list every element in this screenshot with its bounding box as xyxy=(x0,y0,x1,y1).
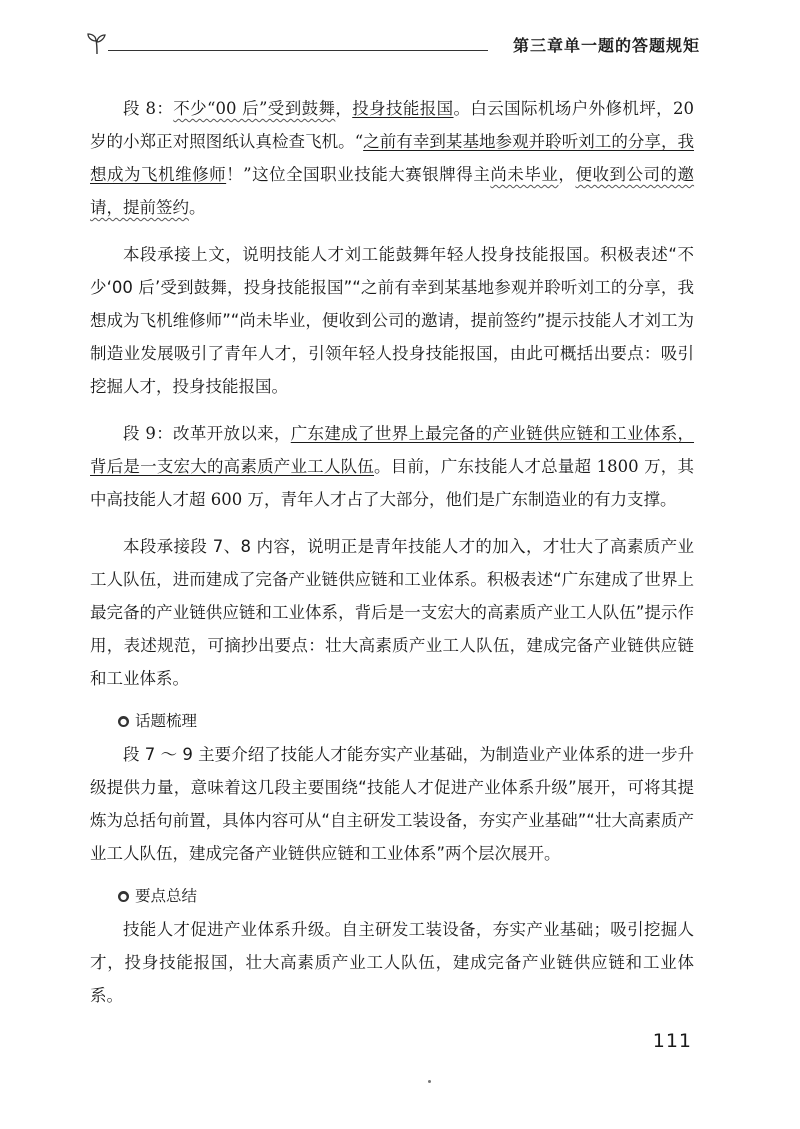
annotated-phrase: 尚未毕业 xyxy=(490,165,559,184)
page-body xyxy=(90,92,694,1012)
bullet-icon: ● xyxy=(118,716,129,727)
summary-paragraph: 技能人才促进产业体系升级。自主研发工装设备，夯实产业基础；吸引挖掘人才，投身技能报国，壮大高素质产业工人队伍，建成完备产业链供应链和工业体系。 xyxy=(90,920,694,1005)
sprout-icon xyxy=(84,30,110,56)
analysis-paragraph: 本段承接上文，说明技能人才刘工能鼓舞年轻人投身技能报国。积极表述“不少‘00 后’受到鼓舞，投身技能报国”“之前有幸到某基地参观并聆听刘工的分享，我想成为飞机维修师”“尚未毕业，便收到公司的邀请，提前签约”提示技能人才刘工为制造业发展吸引了青年人才，引领年轻人投身技能报国，由此可概括出要点：吸引挖掘人才，投身技能报国。 xyxy=(90,245,694,396)
page-header xyxy=(84,28,700,62)
analysis-paragraph: 本段承接段 7、8 内容，说明正是青年技能人才的加入，才壮大了高素质产业工人队伍，进而建成了完备产业链供应链和工业体系。积极表述“广东建成了世界上最完备的产业链供应链和工业体系，背后是一支宏大的高素质产业工人队伍”提示作用，表述规范，可摘抄出要点：壮大高素质产业工人队伍，建成完备产业链供应链和工业体系。 xyxy=(90,537,694,688)
scan-speck xyxy=(428,1080,431,1083)
header-rule xyxy=(108,50,488,51)
chapter-label: 第三章 xyxy=(512,36,564,55)
annotated-phrase: 之前有幸到某基地参观并聆听刘工的分享，我想成为飞机维修师 xyxy=(90,132,695,184)
annotated-phrase: 便收到公司的邀请，提前签约 xyxy=(90,165,695,217)
annotated-phrase: 不少“00 后”受到鼓舞 xyxy=(173,99,336,118)
annotated-phrase: 广东建成了世界上最完备的产业链供应链和工业体系，背后是一支宏大的高素质产业工人队伍 xyxy=(90,424,695,476)
topic-paragraph: 段 7 ～ 9 主要介绍了技能人才能夯实产业基础，为制造业产业体系的进一步升级提供力量，意味着这几段主要围绕“技能人才促进产业体系升级”展开，可将其提炼为总括句前置，具体内容可从“自主研发工装设备，夯实产业基础”“壮大高素质产业工人队伍，建成完备产业链供应链和工业体系”两个层次展开。 xyxy=(90,745,694,863)
paragraph-section-8: 段 8：不少“00 后”受到鼓舞，投身技能报国。白云国际机场户外修机坪，20 岁的小郑正对照图纸认真检查飞机。“之前有幸到某基地参观并聆听刘工的分享，我想成为飞机维修师！”这位全国职业技能大赛银牌得主尚未毕业，便收到公司的邀请，提前签约。 xyxy=(90,99,695,217)
paragraph-section-9: 段 9：改革开放以来，广东建成了世界上最完备的产业链供应链和工业体系，背后是一支宏大的高素质产业工人队伍。目前，广东技能人才总量超 1800 万，其中高技能人才超 600 万，青年人才占了大部分，他们是广东制造业的有力支撑。 xyxy=(90,424,695,509)
subheading-topic: ● 话题梳理 xyxy=(120,712,198,730)
bullet-icon: ● xyxy=(118,891,129,902)
page-number: 111 xyxy=(652,1030,692,1052)
chapter-title: 单一题的答题规矩 xyxy=(563,36,700,55)
subheading-summary: ● 要点总结 xyxy=(120,887,198,905)
annotated-phrase: 投身技能报国 xyxy=(352,99,454,118)
